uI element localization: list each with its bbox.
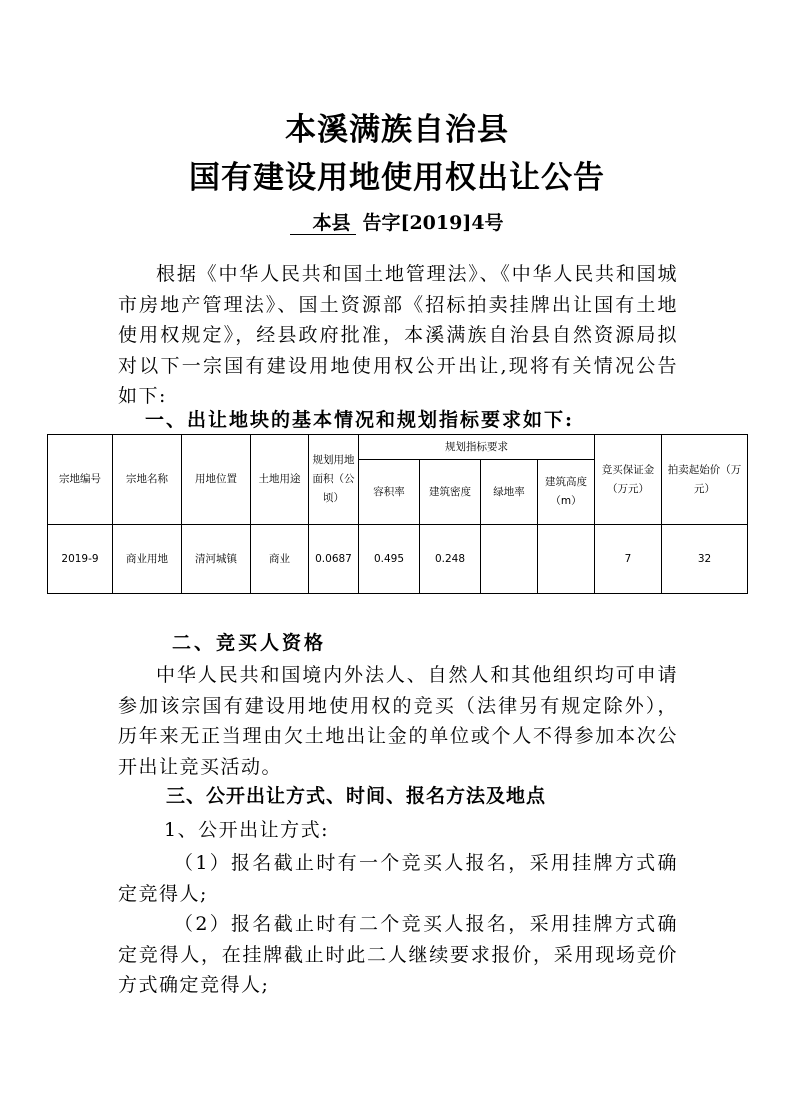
cell-deposit: 7: [595, 525, 662, 594]
cell-far: 0.495: [359, 525, 420, 594]
title-county: 本溪满族自治县: [285, 112, 509, 148]
col-header-parcel-no: 宗地编号: [48, 435, 113, 525]
document-number-prefix: 本县: [290, 212, 356, 235]
section2-heading: 二、竞买人资格: [172, 632, 327, 654]
method-item: （2）报名截止时有二个竞买人报名，采用挂牌方式确定竞得人，在挂牌截止时此二人继续要求报价，采用现场竞价方式确定竞得人;: [118, 913, 678, 996]
cell-density: 0.248: [420, 525, 481, 594]
cell-land-use: 商业: [251, 525, 309, 594]
section3-heading: 三、公开出让方式、时间、报名方法及地点: [166, 785, 547, 807]
cell-start-price: 32: [662, 525, 748, 594]
col-header-area: 规划用地面积（公顷）: [309, 435, 359, 525]
col-header-start-price: 拍卖起始价（万元）: [662, 435, 748, 525]
cell-area: 0.0687: [309, 525, 359, 594]
title-announcement: 国有建设用地使用权出让公告: [189, 160, 605, 196]
col-header-height: 建筑高度（m）: [538, 460, 595, 525]
method-title: 1、公开出让方式:: [164, 819, 329, 841]
col-header-parcel-name: 宗地名称: [113, 435, 182, 525]
section1-heading: 一、出让地块的基本情况和规划指标要求如下:: [145, 409, 575, 431]
col-header-planning-group: 规划指标要求: [359, 435, 595, 460]
table-row: [48, 525, 748, 594]
cell-green: [481, 525, 538, 594]
col-header-land-use: 土地用途: [251, 435, 309, 525]
cell-height: [538, 525, 595, 594]
col-header-location: 用地位置: [182, 435, 251, 525]
method-item: （1）报名截止时有一个竞买人报名，采用挂牌方式确定竞得人;: [118, 852, 678, 905]
parcel-table: [47, 434, 748, 594]
cell-location: 清河城镇: [182, 525, 251, 594]
cell-parcel-name: 商业用地: [113, 525, 182, 594]
intro-paragraph: 根据《中华人民共和国土地管理法》、《中华人民共和国城市房地产管理法》、国土资源部《招标拍卖挂牌出让国有土地使用权规定》，经县政府批准，本溪满族自治县自然资源局拟对以下一宗国有建设用地使用权公开出让,现将有关情况公告如下:: [118, 263, 678, 407]
section2-body: 中华人民共和国境内外法人、自然人和其他组织均可申请参加该宗国有建设用地使用权的竞买（法律另有规定除外），历年来无正当理由欠土地出让金的单位或个人不得参加本次公开出让竞买活动。: [118, 664, 678, 778]
col-header-density: 建筑密度: [420, 460, 481, 525]
col-header-far: 容积率: [359, 460, 420, 525]
document-number-rest: 告字[2019]4号: [362, 212, 504, 234]
cell-parcel-no: 2019-9: [48, 525, 113, 594]
col-header-green: 绿地率: [481, 460, 538, 525]
col-header-deposit: 竞买保证金（万元）: [595, 435, 662, 525]
document-number: [0, 208, 794, 235]
